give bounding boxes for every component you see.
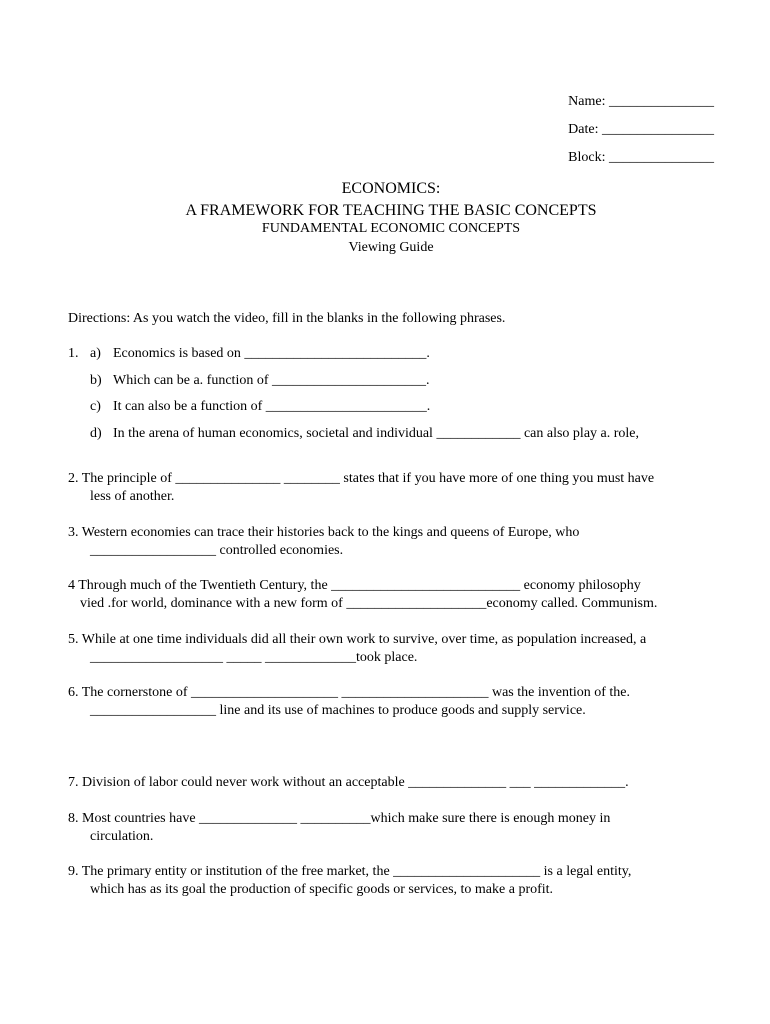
directions-text: Directions: As you watch the video, fill in the blanks in the following phrases. bbox=[68, 311, 506, 326]
question-text: 8. Most countries have ______________ __________which make sure there is enough money in bbox=[68, 811, 611, 826]
title-economics: ECONOMICS: bbox=[341, 180, 441, 197]
question-text: 7. Division of labor could never work without an acceptable ______________ ___ _____________. bbox=[68, 775, 629, 790]
question-text: 3. Western economies can trace their histories back to the kings and queens of Europe, who bbox=[68, 525, 580, 540]
question-text: 5. While at one time individuals did all their own work to survive, over time, as population increased, a bbox=[68, 632, 647, 647]
question-text: 9. The primary entity or institution of the free market, the _____________________ is a legal entity, bbox=[68, 864, 632, 879]
sub-label: b) bbox=[90, 373, 102, 388]
subtitle-concepts: FUNDAMENTAL ECONOMIC CONCEPTS bbox=[261, 221, 521, 236]
question-1a-text: Economics is based on __________________________. bbox=[113, 346, 430, 361]
date-field: Date: ________________ bbox=[568, 122, 714, 137]
question-text: 2. The principle of _______________ ________ states that if you have more of one thing you must have bbox=[68, 471, 655, 486]
question-text-continued: less of another. bbox=[90, 489, 175, 504]
question-1c-text: It can also be a function of _______________________. bbox=[113, 399, 431, 414]
subtitle-viewing-guide: Viewing Guide bbox=[348, 240, 434, 255]
block-field: Block: _______________ bbox=[568, 150, 714, 165]
sub-label: d) bbox=[90, 426, 102, 441]
question-text-continued: circulation. bbox=[90, 829, 154, 844]
question-text: 4 Through much of the Twentieth Century, the ___________________________ economy philosophy bbox=[68, 578, 641, 593]
question-text-continued: __________________ line and its use of machines to produce goods and supply service. bbox=[90, 703, 586, 718]
question-text-continued: __________________ controlled economies. bbox=[90, 543, 344, 558]
question-text-continued: vied .for world, dominance with a new form of ____________________economy called. Communism. bbox=[80, 596, 658, 611]
question-number: 1. bbox=[68, 346, 79, 361]
sub-label: c) bbox=[90, 399, 101, 414]
question-1b-text: Which can be a. function of ______________________. bbox=[113, 373, 430, 388]
sub-label: a) bbox=[90, 346, 101, 361]
name-field: Name: _______________ bbox=[568, 94, 714, 109]
question-text: 6. The cornerstone of _____________________ _____________________ was the invention of the. bbox=[68, 685, 631, 700]
question-text-continued: ___________________ _____ _____________took place. bbox=[90, 650, 418, 665]
question-1d-text: In the arena of human economics, societal and individual ____________ can also play a. role, bbox=[113, 426, 640, 441]
question-text-continued: which has as its goal the production of specific goods or services, to make a profit. bbox=[90, 882, 554, 897]
title-framework: A FRAMEWORK FOR TEACHING THE BASIC CONCEPTS bbox=[185, 202, 597, 219]
